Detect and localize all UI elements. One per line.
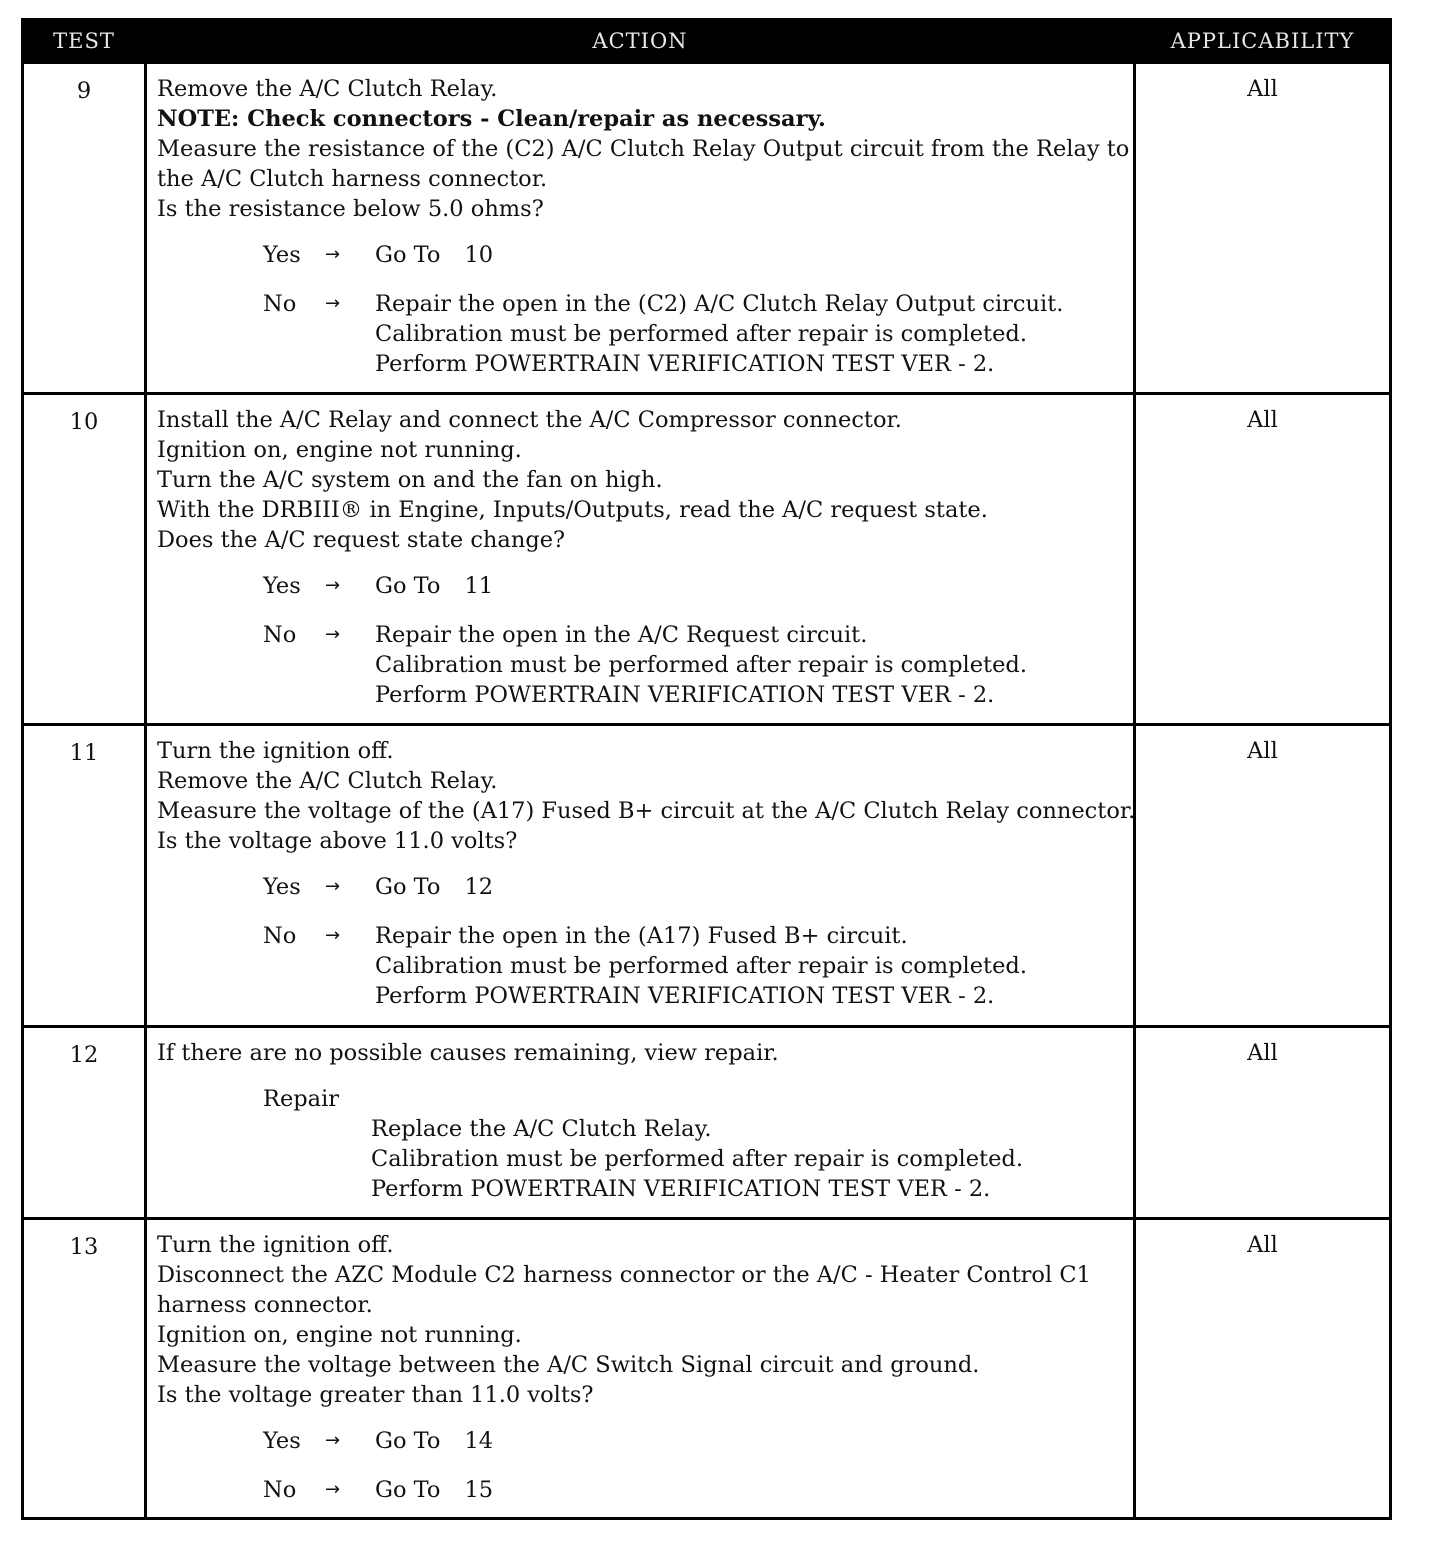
repair-line: Replace the A/C Clutch Relay. [371,1116,712,1142]
table-row [23,394,1391,725]
goto-link[interactable] [375,1475,1127,1505]
action-line: Measure the voltage of the (A17) Fused B+ circuit at the A/C Clutch Relay connector. [157,798,1136,824]
arrow-right-icon: → [325,575,341,596]
table-row [23,63,1391,394]
action-cell [146,725,1135,1027]
action-line: Remove the A/C Clutch Relay. [157,76,498,102]
yes-label: Yes [263,573,301,599]
repair-line: Repair the open in the (C2) A/C Clutch Relay Output circuit. [375,291,1064,317]
action-line: With the DRBIII® in Engine, Inputs/Outputs, read the A/C request state. [157,497,988,523]
no-instructions [375,289,1127,379]
goto-label: Go To [375,874,441,900]
branch-list [263,571,1127,710]
no-label: No [263,291,297,317]
repair-line: Calibration must be performed after repair is completed. [375,652,1027,678]
diagnostic-table [21,18,1392,1520]
yes-label: Yes [263,242,301,268]
branch-list [263,240,1127,379]
test-number: 11 [23,725,146,1027]
test-number: 12 [23,1027,146,1219]
table-header-row [23,20,1391,63]
goto-label: Go To [375,573,441,599]
applicability-cell: All [1135,1027,1391,1219]
diagnostic-page [21,18,1389,1520]
repair-block [263,1084,1127,1204]
branch-list [263,1426,1127,1505]
table-row [23,1027,1391,1219]
action-line: Measure the voltage between the A/C Switch Signal circuit and ground. [157,1352,980,1378]
yes-branch [263,240,1127,270]
action-cell [146,63,1135,394]
repair-label: Repair [263,1086,340,1112]
arrow-right-icon: → [325,293,341,314]
applicability-cell: All [1135,63,1391,394]
applicability-cell: All [1135,394,1391,725]
action-line: the A/C Clutch harness connector. [157,166,548,192]
table-row [23,1219,1391,1519]
arrow-right-icon: → [325,876,341,897]
action-line: Is the voltage greater than 11.0 volts? [157,1382,594,1408]
goto-link[interactable] [375,872,1127,902]
repair-line: Repair the open in the (A17) Fused B+ circuit. [375,923,908,949]
goto-step: 10 [464,242,494,268]
repair-line: Calibration must be performed after repair is completed. [371,1146,1023,1172]
repair-line: Perform POWERTRAIN VERIFICATION TEST VER - 2. [375,983,995,1009]
goto-step: 14 [464,1428,494,1454]
action-line: Turn the ignition off. [157,738,394,764]
no-branch [263,1475,1127,1505]
action-line: Disconnect the AZC Module C2 harness connector or the A/C - Heater Control C1 [157,1262,1091,1288]
action-cell [146,1219,1135,1519]
yes-branch [263,1426,1127,1456]
no-label: No [263,622,297,648]
goto-label: Go To [375,242,441,268]
action-line: Ignition on, engine not running. [157,1322,522,1348]
goto-label: Go To [375,1428,441,1454]
repair-steps [371,1114,1127,1204]
header-test: TEST [23,20,146,63]
yes-branch [263,571,1127,601]
applicability-cell: All [1135,725,1391,1027]
action-line: Is the voltage above 11.0 volts? [157,828,518,854]
goto-step: 15 [464,1477,494,1503]
no-branch [263,289,1127,379]
no-label: No [263,923,297,949]
arrow-right-icon: → [325,925,341,946]
repair-line: Calibration must be performed after repair is completed. [375,321,1027,347]
test-number: 9 [23,63,146,394]
action-line: harness connector. [157,1292,373,1318]
action-note: NOTE: Check connectors - Clean/repair as necessary. [157,106,826,132]
no-branch [263,921,1127,1011]
no-instructions [375,921,1127,1011]
table-row [23,725,1391,1027]
goto-link[interactable] [375,240,1127,270]
arrow-right-icon: → [325,1479,341,1500]
arrow-right-icon: → [325,1430,341,1451]
goto-step: 12 [464,874,494,900]
branch-list [263,872,1127,1011]
action-line: Install the A/C Relay and connect the A/C Compressor connector. [157,407,902,433]
action-line: Turn the ignition off. [157,1232,394,1258]
repair-line: Calibration must be performed after repair is completed. [375,953,1027,979]
repair-line: Perform POWERTRAIN VERIFICATION TEST VER - 2. [371,1176,991,1202]
applicability-cell: All [1135,1219,1391,1519]
action-line: Ignition on, engine not running. [157,437,522,463]
header-action: ACTION [146,20,1135,63]
action-line: Is the resistance below 5.0 ohms? [157,196,544,222]
action-line: If there are no possible causes remaining, view repair. [157,1040,779,1066]
yes-label: Yes [263,1428,301,1454]
no-label: No [263,1477,297,1503]
no-branch [263,620,1127,710]
yes-label: Yes [263,874,301,900]
test-number: 10 [23,394,146,725]
action-line: Turn the A/C system on and the fan on high. [157,467,663,493]
arrow-right-icon: → [325,624,341,645]
test-number: 13 [23,1219,146,1519]
header-applicability: APPLICABILITY [1135,20,1391,63]
goto-step: 11 [464,573,494,599]
goto-link[interactable] [375,1426,1127,1456]
action-line: Does the A/C request state change? [157,527,566,553]
action-line: Remove the A/C Clutch Relay. [157,768,498,794]
action-cell [146,1027,1135,1219]
repair-line: Perform POWERTRAIN VERIFICATION TEST VER - 2. [375,351,995,377]
goto-link[interactable] [375,571,1127,601]
repair-line: Repair the open in the A/C Request circuit. [375,622,868,648]
goto-label: Go To [375,1477,441,1503]
action-line: Measure the resistance of the (C2) A/C Clutch Relay Output circuit from the Relay to [157,136,1130,162]
yes-branch [263,872,1127,902]
repair-line: Perform POWERTRAIN VERIFICATION TEST VER - 2. [375,682,995,708]
action-cell [146,394,1135,725]
arrow-right-icon: → [325,244,341,265]
no-instructions [375,620,1127,710]
